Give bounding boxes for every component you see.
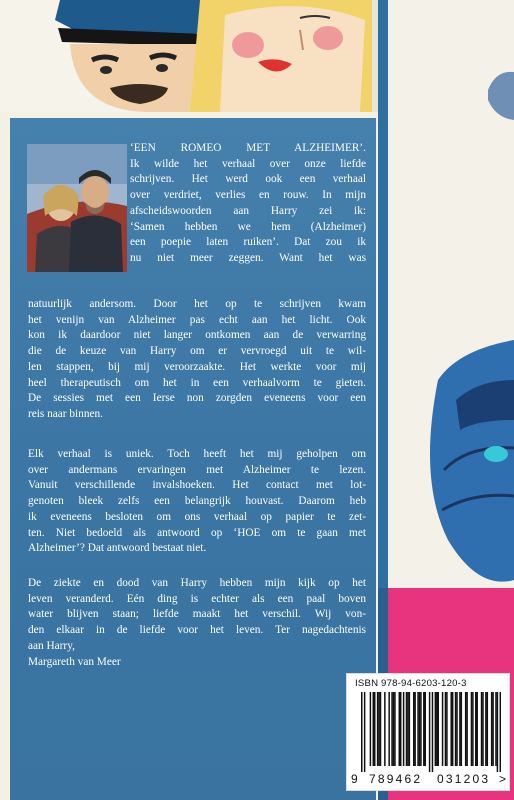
- barcode-bar: [450, 692, 451, 766]
- barcode-bar: [455, 692, 456, 766]
- barcode-bar: [391, 692, 392, 766]
- text-line: een poepie laten ruiken’. Dat zou ik: [130, 236, 366, 249]
- barcode-bar: [425, 692, 426, 766]
- barcode-bar: [432, 692, 433, 772]
- barcode-quiet-mark: >: [499, 772, 507, 786]
- barcode-bar: [377, 692, 378, 766]
- barcode-bar: [384, 692, 385, 766]
- text-line: den elkaar in de liefde voor het leven. Ter nagedachtenis: [28, 624, 366, 637]
- barcode-bar: [374, 692, 375, 766]
- barcode-bar: [487, 692, 488, 766]
- barcode-bar: [466, 692, 467, 766]
- barcode-bar: [437, 692, 438, 766]
- barcode-bar: [388, 692, 389, 766]
- barcode-bar: [495, 692, 496, 766]
- barcode-bar: [446, 692, 447, 766]
- barcode-bar: [481, 692, 482, 766]
- barcode-bar: [380, 692, 381, 766]
- text-line: nu niet meer zeggen. Want het was: [130, 251, 366, 264]
- text-line: die de keuze van Harry om er vervroegd uit te wil-: [28, 345, 366, 358]
- barcode-bar: [400, 692, 401, 766]
- intro-paragraph-continued: [28, 297, 366, 423]
- barcode-bars: [361, 692, 501, 772]
- barcode-bar: [409, 692, 410, 766]
- text-line: ‘EEN ROMEO MET ALZHEIMER’.: [130, 142, 366, 154]
- text-line: leven veranderd. Eén ding is echter als een paal boven: [28, 592, 366, 605]
- barcode-bar: [413, 692, 414, 766]
- text-line: afscheidswoorden aan Harry zei ik:: [130, 204, 366, 217]
- text-line: kon ik daardoor niet langer ontkomen aan de verwarring: [28, 329, 366, 342]
- text-line: over andermans ervaringen met Alzheimer te lezen.: [28, 463, 366, 476]
- text-line: Ik wilde het verhaal over onze liefde: [130, 157, 366, 170]
- barcode-bar: [436, 692, 437, 766]
- text-line: natuurlijk andersom. Door het op te schrijven kwam: [28, 298, 366, 310]
- barcode-bar: [492, 692, 493, 766]
- barcode-first-digit: 9: [351, 772, 358, 786]
- barcode-bar: [417, 692, 418, 766]
- barcode-bar: [370, 692, 371, 766]
- back-cover-text-panel: [10, 118, 376, 800]
- text-line: De sessies met een Ierse non zorgden eveneens voor een: [28, 392, 366, 405]
- author-couple-photo-illustration: [27, 144, 127, 272]
- text-line: genoten bleek zelfs een belangrijk houvast. Daarom heb: [28, 495, 366, 508]
- barcode-bar: [471, 692, 472, 766]
- barcode-digits: [349, 772, 509, 788]
- text-line: ‘Samen hebben we hem (Alzheimer): [130, 220, 366, 233]
- barcode-bar: [393, 692, 394, 766]
- author-photo: [27, 144, 127, 272]
- barcode-bar: [475, 692, 476, 766]
- barcode-bar: [452, 692, 453, 766]
- intro-paragraph-beside-photo: [130, 141, 366, 267]
- text-line: reis naar binnen.: [28, 407, 103, 420]
- barcode-bar: [472, 692, 473, 766]
- text-line: aan Harry,: [28, 639, 75, 652]
- barcode-bar: [399, 692, 400, 766]
- barcode-bar: [435, 692, 436, 766]
- text-line: schrijven. Het werd ook een verhaal: [130, 173, 366, 186]
- barcode-bar: [378, 692, 379, 766]
- barcode-bar: [419, 692, 420, 766]
- author-signature: Margareth van Meer: [28, 655, 121, 668]
- barcode-bar: [485, 692, 486, 766]
- second-paragraph: [28, 447, 366, 557]
- barcode-bar: [461, 692, 462, 766]
- text-line: het venijn van Alzheimer pas echt aan het licht. Ook: [28, 313, 366, 326]
- barcode-bar: [491, 692, 492, 766]
- text-line: heel therapeutisch om het in een verhaalvorm te gieten.: [28, 376, 366, 389]
- barcode-bar: [482, 692, 483, 766]
- barcode-bar: [373, 692, 374, 766]
- barcode-bar: [500, 692, 501, 772]
- barcode-bar: [459, 692, 460, 766]
- text-line: water blijven staan; liefde maakt het verschil. Wij von-: [28, 608, 366, 621]
- text-line: over verdriet, verlies en rouw. In mijn: [130, 189, 366, 202]
- third-paragraph: [28, 576, 366, 670]
- barcode-bar: [420, 692, 421, 766]
- barcode-bar: [497, 692, 498, 772]
- text-line: Vanuit verschillende invalshoeken. Het contact met lot-: [28, 479, 366, 492]
- barcode-bar: [429, 692, 430, 772]
- barcode-bar: [456, 692, 457, 766]
- text-line: De ziekte en dood van Harry hebben mijn kijk op het: [28, 577, 366, 589]
- text-line: Elk verhaal is uniek. Toch heeft het mij geholpen om: [28, 448, 366, 460]
- barcode-bar: [406, 692, 407, 766]
- barcode-bar: [407, 692, 408, 766]
- barcode-bar: [364, 692, 365, 772]
- text-line: len stappen, bij mij veroorzaakte. Het werkte voor mij: [28, 360, 366, 373]
- barcode-right-digits: 031203: [437, 772, 491, 786]
- isbn-label: ISBN 978-94-6203-120-3: [355, 678, 467, 689]
- barcode-bar: [414, 692, 415, 766]
- barcode-bar: [361, 692, 362, 772]
- barcode-bar: [465, 692, 466, 766]
- text-line: ten. Niet bedoeld als antwoord op ‘HOE om te gaan met: [28, 526, 366, 539]
- barcode-left-digits: 789462: [369, 772, 423, 786]
- barcode-bar: [442, 692, 443, 766]
- barcode-bar: [476, 692, 477, 766]
- isbn-barcode: [346, 673, 510, 791]
- text-line: ik eveneens besloten om ons verhaal op papier te zet-: [28, 510, 366, 523]
- barcode-bar: [445, 692, 446, 766]
- text-line: Alzheimer’? Dat antwoord bestaat niet.: [28, 542, 207, 555]
- barcode-bar: [403, 692, 404, 766]
- barcode-bar: [394, 692, 395, 766]
- barcode-bar: [423, 692, 424, 766]
